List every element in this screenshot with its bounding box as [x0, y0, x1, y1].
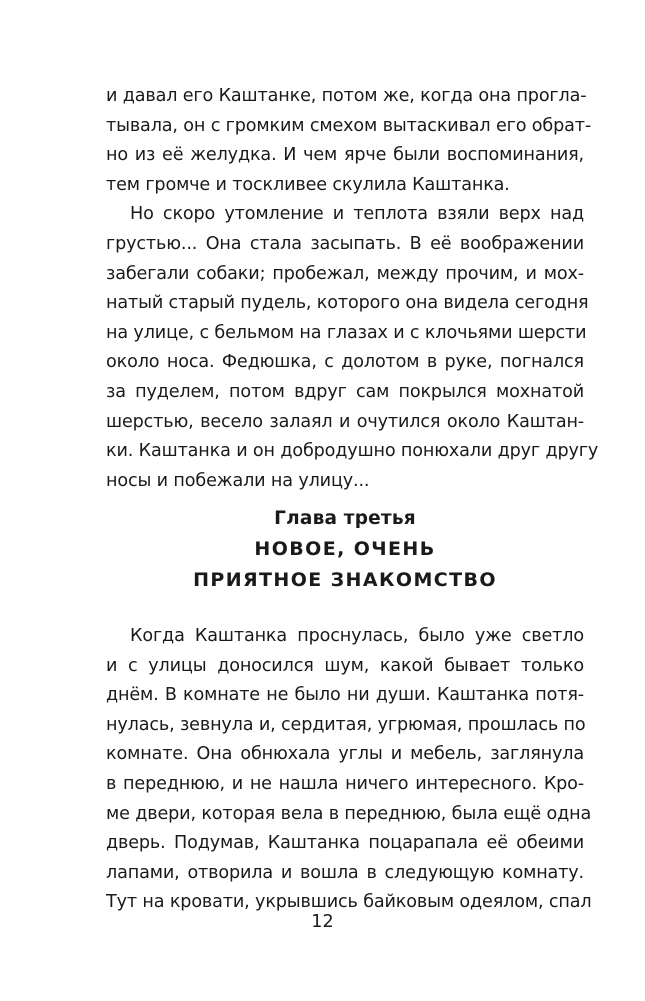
text-line: носы и побежали на улицу...	[106, 470, 370, 491]
text-line: комнате. Она обнюхала углы и мебель, заглянула	[106, 744, 584, 765]
text-line: в переднюю, и не нашла ничего интересного. Кро-	[106, 773, 584, 794]
page-number: 12	[311, 912, 334, 932]
chapter-title-line-2: ПРИЯТНОЕ ЗНАКОМСТВО	[193, 569, 497, 591]
text-line: тывала, он с громким смехом вытаскивал его обрат-	[106, 115, 592, 136]
text-line: натый старый пудель, которого она видела сегодня	[106, 293, 589, 314]
paragraph-first-line: Когда Каштанка проснулась, было уже светло	[130, 626, 584, 646]
body-text-continuation	[106, 82, 599, 496]
body-text-chapter-start	[106, 622, 592, 918]
text-line: около носа. Федюшка, с долотом в руке, погнался	[106, 352, 584, 373]
chapter-label: Глава третья	[274, 508, 416, 529]
text-line: грустью... Она стала засыпать. В её воображении	[106, 233, 584, 254]
text-line: ме двери, которая вела в переднюю, была ещё одна	[106, 803, 592, 824]
text-line: днём. В комнате не было ни души. Каштанка потя-	[106, 685, 584, 706]
text-line: дверь. Подумав, Каштанка поцарапала её обеими	[106, 833, 584, 854]
text-line: забегали собаки; пробежал, между прочим, и мох-	[106, 263, 584, 284]
chapter-heading	[106, 504, 584, 596]
text-line: ки. Каштанка и он добродушно понюхали друг другу	[106, 441, 599, 462]
text-line: но из её желудка. И чем ярче были воспоминания,	[106, 145, 584, 166]
text-line: нулась, зевнула и, сердитая, угрюмая, прошлась по	[106, 714, 586, 735]
text-line: шерстью, весело залаял и очутился около Каштан-	[106, 411, 584, 432]
text-line: и давал его Каштанке, потом же, когда она прогла-	[106, 86, 587, 106]
text-line: лапами, отворила и вошла в следующую комнату.	[106, 862, 584, 883]
text-line: и с улицы доносился шум, какой бывает только	[106, 655, 584, 676]
chapter-title-line-1: НОВОЕ, ОЧЕНЬ	[254, 538, 436, 560]
text-line: Тут на кровати, укрывшись байковым одеялом, спал	[106, 892, 592, 913]
text-line: за пуделем, потом вдруг сам покрылся мохнатой	[106, 381, 584, 402]
text-line: на улице, с бельмом на глазах и с клочьями шерсти	[106, 322, 587, 343]
text-line: тем громче и тоскливее скулила Каштанка.	[106, 174, 510, 195]
paragraph-first-line: Но скоро утомление и теплота взяли верх над	[130, 204, 584, 225]
